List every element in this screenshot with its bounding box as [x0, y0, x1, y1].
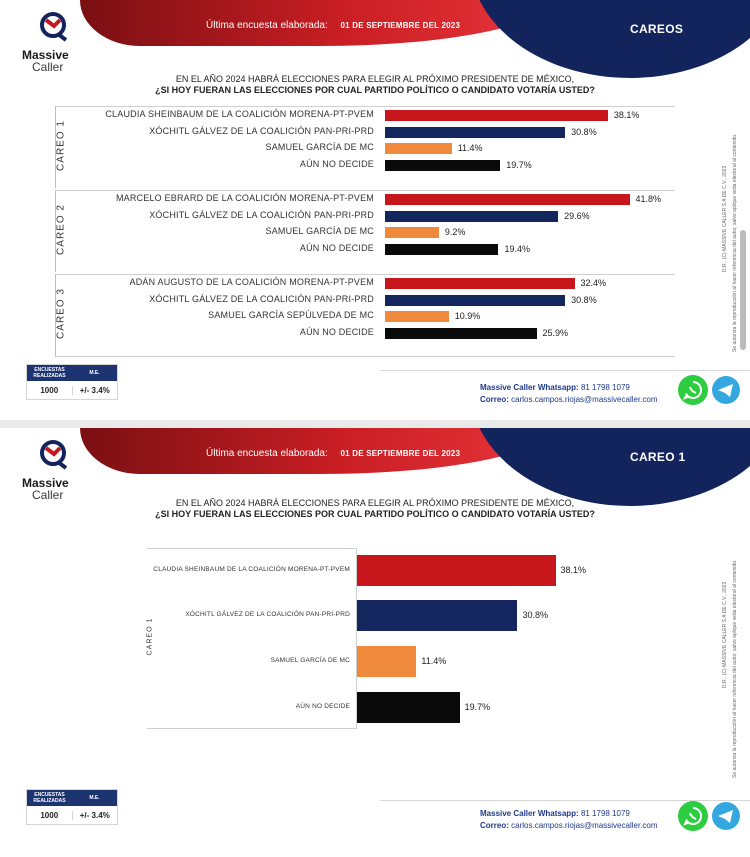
group-divider [55, 356, 675, 357]
scrollbar-thumb[interactable] [740, 230, 746, 350]
slide-tag: CAREOS [630, 22, 684, 36]
candidate-label: AÚN NO DECIDE [299, 326, 374, 337]
data-label: 29.6% [564, 210, 590, 221]
candidate-label: SAMUEL GARCÍA DE MC [270, 657, 350, 664]
chart-bar [357, 555, 556, 586]
copyright-line1: D.R., (C) MASSIVE CALLER S.A DE C.V., 2023 [722, 165, 728, 272]
chart-bar [357, 600, 517, 631]
candidate-label: AÚN NO DECIDE [299, 242, 374, 253]
footer-divider [380, 370, 750, 371]
data-label: 11.4% [457, 143, 483, 153]
candidate-label: CLAUDIA SHEINBAUM DE LA COALICIÓN MORENA-PT-PVEM [153, 566, 350, 573]
question-line1: EN EL AÑO 2024 HABRÁ ELECCIONES PARA ELEGIR AL PRÓXIMO PRESIDENTE DE MÉXICO, [175, 498, 575, 508]
data-label: 30.8% [571, 126, 597, 137]
footer-email-value[interactable]: carlos.campos.riojas@massivecaller.com [511, 821, 658, 830]
chart-bar [385, 244, 498, 255]
copyright-line2: Se autoriza la reproducción al hacer referencia del autor, salvo aplique veda electoral al contenido. [732, 133, 738, 352]
chart-bar [385, 295, 565, 306]
logo-name-line2: Caller [32, 60, 64, 74]
data-label: 30.8% [522, 610, 548, 620]
header-date: 01 DE SEPTIEMBRE DEL 2023 [340, 449, 461, 458]
data-label: 19.7% [464, 702, 491, 712]
chart-bar [385, 127, 565, 138]
header-date: 01 DE SEPTIEMBRE DEL 2023 [340, 21, 461, 30]
stats-head-surveys: ENCUESTAS REALIZADAS [33, 792, 66, 804]
logo-name-line2: Caller [32, 488, 64, 502]
data-label: 19.4% [504, 243, 531, 254]
stats-surveys-value: 1000 [27, 811, 73, 820]
chart-bar [385, 328, 537, 339]
question-line1: EN EL AÑO 2024 HABRÁ ELECCIONES PARA ELEGIR AL PRÓXIMO PRESIDENTE DE MÉXICO, [175, 74, 575, 84]
group-divider [55, 190, 675, 191]
candidate-label: AÚN NO DECIDE [299, 158, 374, 169]
group-label: CAREO 1 [55, 120, 67, 171]
group-label: CAREO 2 [55, 204, 67, 255]
candidate-label: SAMUEL GARCÍA SEPÚLVEDA DE MC [208, 310, 374, 320]
header-label: Última encuesta elaborada: [206, 20, 328, 31]
whatsapp-icon[interactable] [678, 375, 708, 405]
question-line2: ¿SI HOY FUERAN LAS ELECCIONES POR CUAL PARTIDO POLÍTICO O CANDIDATO VOTARÍA USTED? [155, 509, 595, 519]
reproduction-notice [732, 560, 738, 778]
footer-email-label: Correo: [480, 821, 509, 830]
group-label: CAREO 1 [146, 617, 154, 656]
stats-surveys-value: 1000 [27, 386, 73, 395]
header-label: Última encuesta elaborada: [206, 448, 328, 459]
slide-tag: CAREO 1 [630, 450, 686, 464]
group-label: CAREO 3 [55, 288, 67, 339]
footer-contact [480, 808, 658, 832]
copyright-line1: D.R., (C) MASSIVE CALLER S.A DE C.V., 2023 [722, 581, 728, 688]
chart-bar [385, 278, 575, 289]
stats-head-surveys: ENCUESTAS REALIZADAS [33, 367, 66, 379]
candidate-label: CLAUDIA SHEINBAUM DE LA COALICIÓN MORENA-PT-PVEM [105, 109, 374, 119]
reproduction-notice [732, 134, 738, 352]
stats-header [27, 790, 117, 806]
group-divider [55, 274, 675, 275]
stats-margin-value: +/- 3.4% [79, 385, 110, 395]
chart-frame-bottom [147, 728, 357, 729]
slide-separator [0, 420, 750, 428]
telegram-icon[interactable] [712, 802, 740, 830]
slide-careo-1 [0, 428, 750, 857]
header-survey-date [206, 448, 460, 459]
chart-bar [357, 646, 416, 677]
data-label: 9.2% [444, 227, 466, 237]
group-divider [55, 106, 675, 107]
stats-header [27, 365, 117, 381]
chart-bar [385, 194, 630, 205]
chart-bar [385, 160, 500, 171]
candidate-label: XÓCHITL GÁLVEZ DE LA COALICIÓN PAN-PRI-PRD [149, 209, 374, 220]
footer-whatsapp-value[interactable]: 81 1798 1079 [580, 809, 630, 818]
candidate-label: XÓCHITL GÁLVEZ DE LA COALICIÓN PAN-PRI-PRD [149, 293, 374, 304]
stats-margin-value: +/- 3.4% [79, 810, 110, 820]
data-label: 38.1% [613, 110, 640, 120]
logo-name-line1: Massive [22, 476, 69, 490]
data-label: 25.9% [542, 327, 569, 338]
chart-bar [385, 311, 449, 322]
stats-box [26, 789, 118, 825]
chart-bar [385, 143, 452, 154]
chart-frame-top [147, 548, 357, 549]
candidate-label: XÓCHITL GÁLVEZ DE LA COALICIÓN PAN-PRI-PRD [185, 611, 350, 618]
massive-caller-logo [22, 438, 82, 501]
copyright-line2: Se autoriza la reproducción al hacer referencia del autor, salvo aplique veda electoral al contenido. [732, 559, 738, 778]
chart-bar [385, 227, 439, 238]
candidate-label: SAMUEL GARCÍA DE MC [265, 142, 374, 152]
footer-contact [480, 382, 658, 406]
candidate-label: SAMUEL GARCÍA DE MC [265, 226, 374, 236]
data-label: 32.4% [580, 278, 607, 288]
footer-email-label: Correo: [480, 395, 509, 404]
data-label: 10.9% [454, 311, 481, 321]
logo-name-line1: Massive [22, 48, 69, 62]
candidate-label: XÓCHITL GÁLVEZ DE LA COALICIÓN PAN-PRI-PRD [149, 125, 374, 136]
logo-mark-icon [36, 10, 70, 44]
data-label: 11.4% [421, 656, 447, 666]
telegram-icon[interactable] [712, 376, 740, 404]
logo-mark-icon [36, 438, 70, 472]
data-label: 41.8% [635, 194, 662, 204]
survey-question [0, 74, 750, 96]
footer-whatsapp-label: Massive Caller Whatsapp: [480, 809, 579, 818]
copyright-notice [722, 166, 728, 272]
whatsapp-icon[interactable] [678, 801, 708, 831]
chart-bar [385, 110, 608, 121]
candidate-label: MARCELO EBRARD DE LA COALICIÓN MORENA-PT-PVEM [115, 193, 374, 203]
slide-careos [0, 0, 750, 420]
stats-head-margin: M.E. [89, 370, 100, 376]
stats-values [27, 381, 117, 399]
data-label: 30.8% [571, 294, 597, 305]
stats-head-margin: M.E. [89, 795, 100, 801]
footer-whatsapp-label: Massive Caller Whatsapp: [480, 383, 579, 392]
candidate-label: ADÁN AUGUSTO DE LA COALICIÓN MORENA-PT-PVEM [129, 277, 374, 287]
footer-whatsapp-value[interactable]: 81 1798 1079 [580, 383, 630, 392]
chart-bar [385, 211, 558, 222]
question-line2: ¿SI HOY FUERAN LAS ELECCIONES POR CUAL PARTIDO POLÍTICO O CANDIDATO VOTARÍA USTED? [155, 85, 595, 95]
footer-email-value[interactable]: carlos.campos.riojas@massivecaller.com [511, 395, 658, 404]
chart-bar [357, 692, 460, 723]
data-label: 19.7% [506, 159, 532, 170]
copyright-notice [722, 582, 728, 688]
massive-caller-logo [22, 10, 82, 73]
candidate-label: AÚN NO DECIDE [295, 703, 350, 710]
data-label: 38.1% [560, 565, 587, 575]
stats-box [26, 364, 118, 400]
header-survey-date [206, 20, 460, 31]
survey-question [0, 498, 750, 520]
stats-values [27, 806, 117, 824]
